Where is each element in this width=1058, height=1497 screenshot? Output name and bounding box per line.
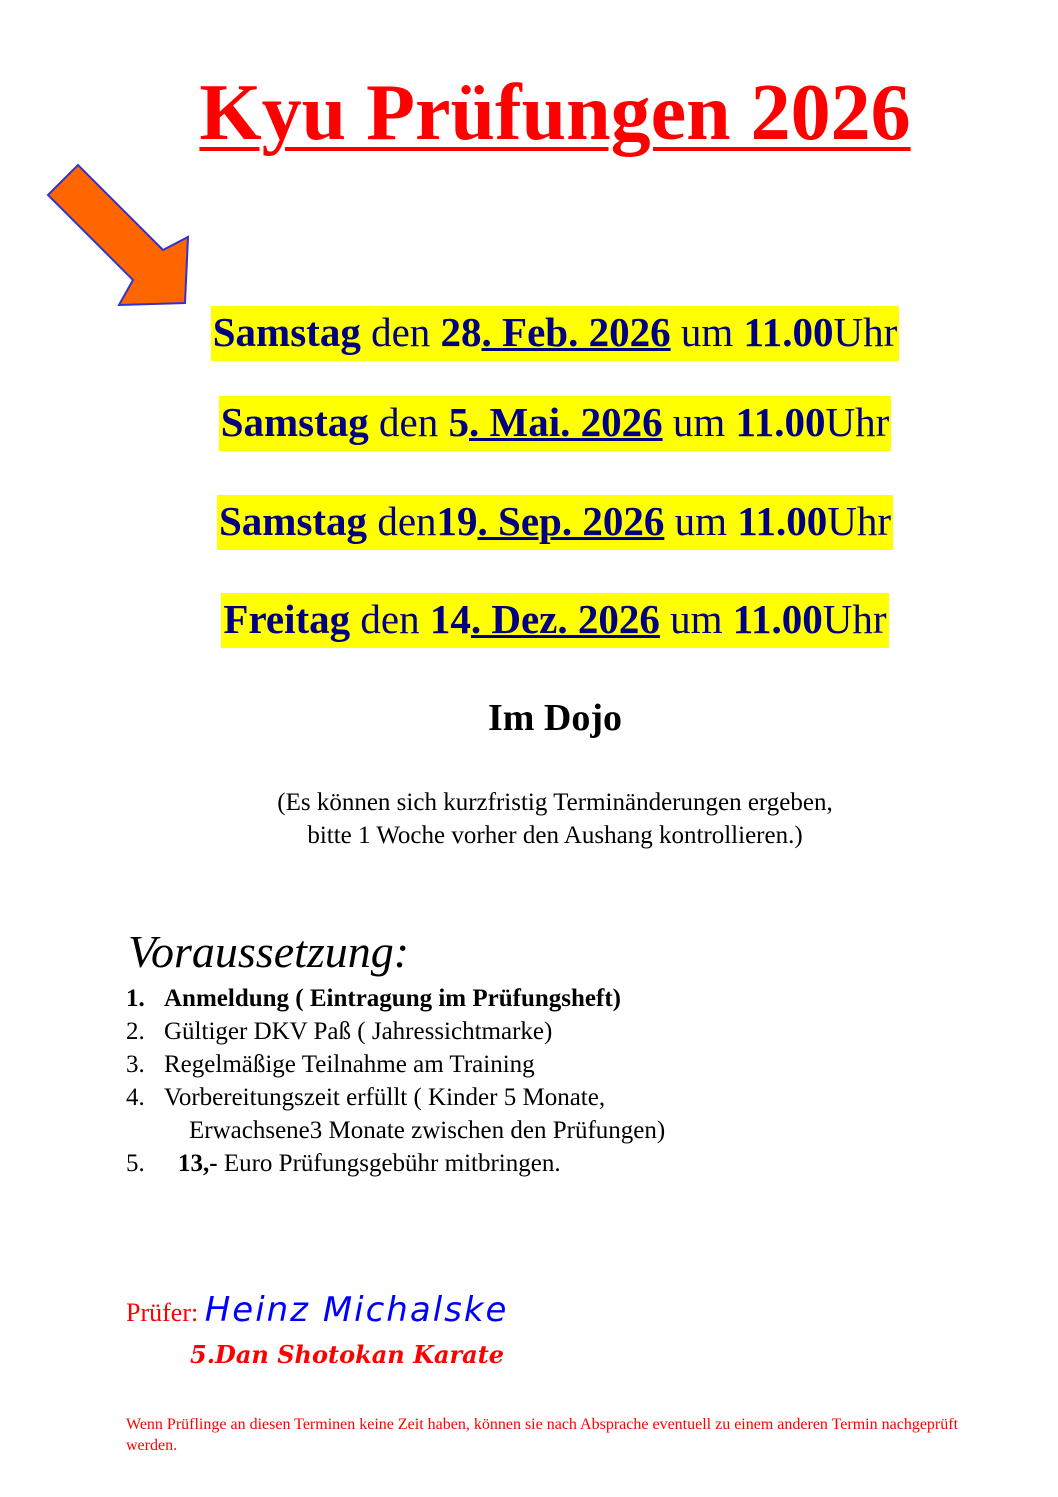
month-year: . Mai. 2026 bbox=[469, 399, 663, 445]
item-number: 1. bbox=[126, 985, 145, 1012]
day-number: 14 bbox=[429, 596, 471, 642]
note-line: (Es können sich kurzfristig Terminänderungen ergeben, bbox=[277, 789, 833, 816]
den-text: den bbox=[360, 309, 441, 355]
um-text: um bbox=[659, 596, 733, 642]
item-number: 2. bbox=[126, 1018, 145, 1045]
requirements-heading: Voraussetzung: bbox=[128, 926, 410, 977]
examiner bbox=[126, 1290, 508, 1330]
item-text: Euro Prüfungsgebühr mitbringen. bbox=[217, 1150, 561, 1177]
arrow-icon bbox=[40, 160, 200, 310]
month-year: . Feb. 2026 bbox=[481, 309, 671, 355]
examiner-name: Heinz Michalske bbox=[204, 1290, 509, 1330]
weekday: Samstag bbox=[212, 309, 361, 355]
den-text: den bbox=[367, 498, 437, 544]
uhr-text: Uhr bbox=[833, 309, 898, 355]
exam-date-3 bbox=[0, 497, 1058, 545]
list-item bbox=[126, 1015, 665, 1048]
den-text: den bbox=[350, 596, 430, 642]
weekday: Freitag bbox=[223, 596, 351, 642]
exam-date-2 bbox=[0, 398, 1058, 446]
item-text: Vorbereitungszeit erfüllt ( Kinder 5 Monate, bbox=[164, 1084, 606, 1111]
month-year: . Sep. 2026 bbox=[477, 498, 665, 544]
location: Im Dojo bbox=[487, 697, 623, 739]
time: 11.00 bbox=[735, 399, 826, 445]
item-text: Anmeldung ( Eintragung im Prüfungsheft) bbox=[164, 985, 621, 1012]
uhr-text: Uhr bbox=[827, 498, 891, 544]
item-text: Gültiger DKV Paß ( Jahressichtmarke) bbox=[164, 1018, 553, 1045]
um-text: um bbox=[662, 399, 736, 445]
item-number: 4. bbox=[126, 1084, 145, 1111]
day-number: 5 bbox=[448, 399, 469, 445]
list-item bbox=[126, 1147, 665, 1180]
weekday: Samstag bbox=[220, 399, 369, 445]
time: 11.00 bbox=[732, 596, 823, 642]
item-number: 3. bbox=[126, 1051, 145, 1078]
time: 11.00 bbox=[737, 498, 828, 544]
time: 11.00 bbox=[743, 309, 834, 355]
item-text: Regelmäßige Teilnahme am Training bbox=[164, 1051, 535, 1078]
uhr-text: Uhr bbox=[822, 596, 887, 642]
day-number: 28 bbox=[440, 309, 482, 355]
examiner-rank: 5.Dan Shotokan Karate bbox=[190, 1340, 505, 1369]
page-title: Kyu Prüfungen 2026 bbox=[199, 69, 911, 157]
day-number: 19 bbox=[436, 498, 478, 544]
schedule-note bbox=[0, 786, 1058, 852]
fee-amount: 13,- bbox=[178, 1150, 218, 1177]
exam-date-1 bbox=[0, 308, 1058, 356]
item-text-continued: Erwachsene3 Monate zwischen den Prüfungen) bbox=[189, 1117, 666, 1144]
weekday: Samstag bbox=[218, 498, 368, 544]
uhr-text: Uhr bbox=[825, 399, 890, 445]
examiner-label: Prüfer: bbox=[126, 1298, 205, 1327]
list-item bbox=[126, 1081, 665, 1147]
requirements-list bbox=[126, 982, 665, 1180]
den-text: den bbox=[368, 399, 449, 445]
exam-date-4 bbox=[0, 595, 1058, 643]
footer-note: Wenn Prüflinge an diesen Terminen keine Zeit haben, können sie nach Absprache eventuell zu einem anderen Termin nachgeprüft werden. bbox=[126, 1416, 959, 1454]
item-number: 5. bbox=[126, 1150, 145, 1177]
month-year: . Dez. 2026 bbox=[470, 596, 660, 642]
um-text: um bbox=[670, 309, 744, 355]
list-item bbox=[126, 982, 665, 1015]
um-text: um bbox=[664, 498, 738, 544]
note-line: bitte 1 Woche vorher den Aushang kontrollieren.) bbox=[307, 822, 803, 849]
list-item bbox=[126, 1048, 665, 1081]
